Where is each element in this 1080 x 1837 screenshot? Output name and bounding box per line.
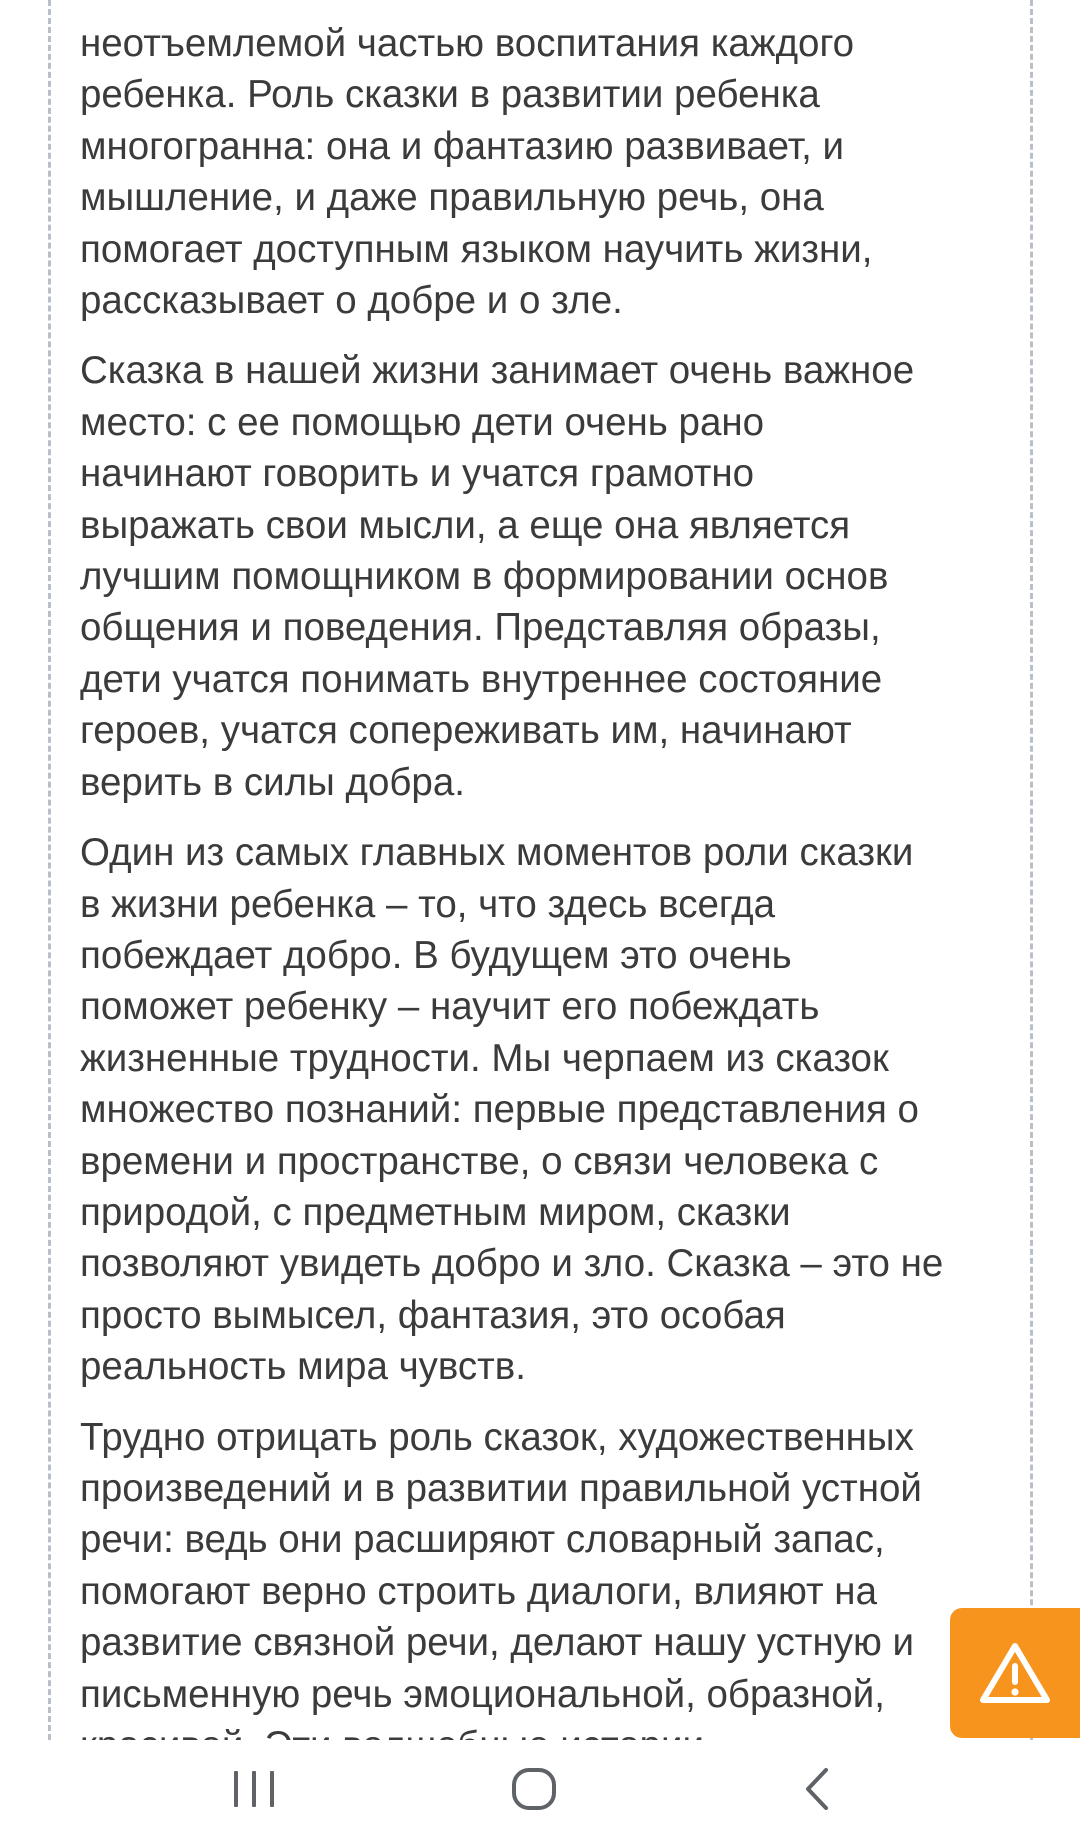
recent-apps-icon (231, 1769, 277, 1809)
paragraph-2: Сказка в нашей жизни занимает очень важное место: с ее помощью дети очень рано начинают говорить и учатся грамотно выражать свои мысли, а еще она является лучшим помощником в формировании основ общения и поведения. Представляя образы, дети учатся понимать внутреннее состояние героев, учатся сопереживать им, начинают верить в силы добра. (80, 349, 915, 804)
paragraph-3: Один из самых главных моментов роли сказки в жизни ребенка – то, что здесь всегда побеждает добро. В будущем это очень поможет ребенку – научит его побеждать жизненные трудности. Мы черпаем из сказок множество познаний: первые представления о времени и пространстве, о связи человека с природой, с предметным миром, сказки позволяют увидеть добро и зло. Сказка – это не просто вымысел, фантазия, это особая реальность мира чувств. (80, 831, 944, 1389)
report-warning-button[interactable] (950, 1608, 1080, 1738)
article-text (80, 18, 1020, 1790)
home-icon (510, 1766, 558, 1812)
home-button[interactable] (474, 1740, 594, 1837)
back-button[interactable] (757, 1740, 877, 1837)
warning-icon (979, 1641, 1051, 1705)
paragraph-4: Трудно отрицать роль сказок, художественных произведений и в развитии правильной устной речи: ведь они расширяют словарный запас, помогают верно строить диалоги, влияют на развитие связной речи, делают нашу устную и письменную речь эмоциональной, образной, (80, 1415, 922, 1716)
recent-apps-button[interactable] (194, 1740, 314, 1837)
back-icon (802, 1766, 832, 1812)
answer-card (48, 0, 1033, 1740)
system-navigation-bar (0, 1740, 1080, 1837)
paragraph-1: неотъемлемой частью воспитания каждого ребенка. Роль сказки в развитии ребенка многогранна: она и фантазию развивает, и мышление, и даже правильную речь, она помогает доступным языком научить жизни, рассказывает о добре и о зле. (80, 22, 873, 323)
